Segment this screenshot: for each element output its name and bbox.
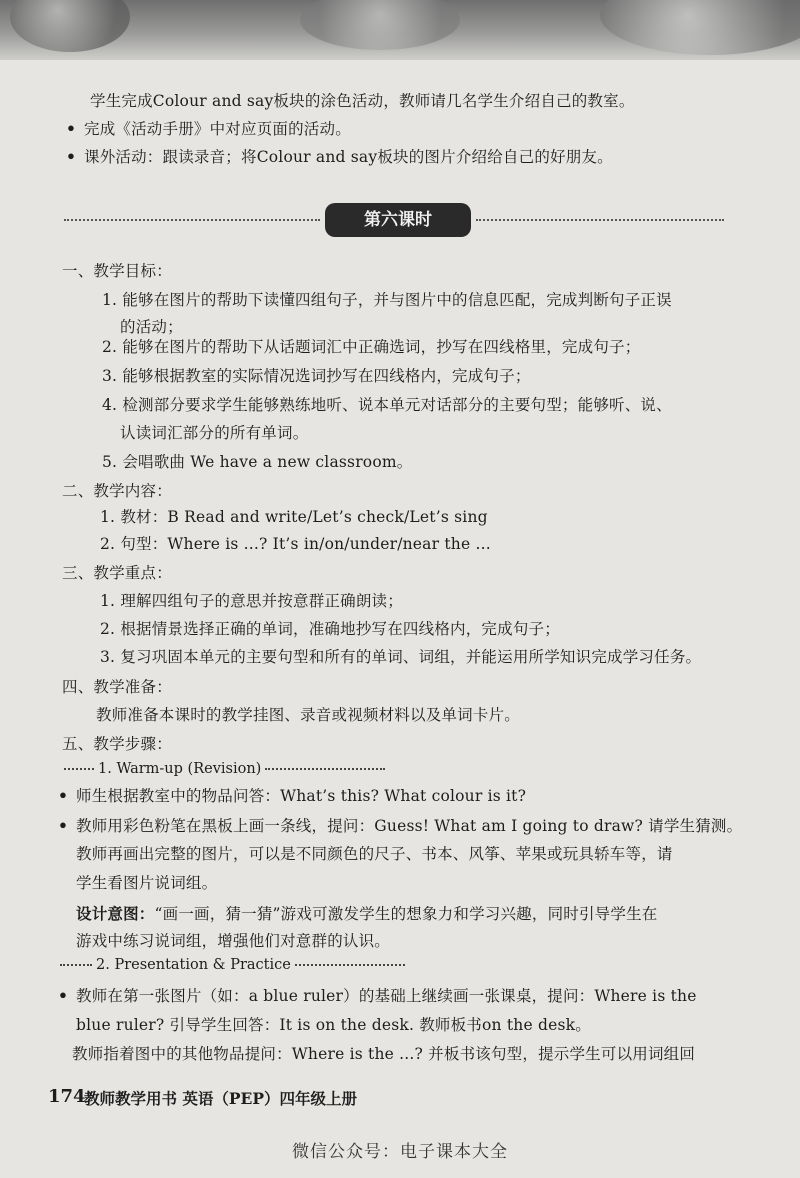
step-text: 学生看图片说词组。: [76, 874, 218, 892]
intro-bullet: • 完成《活动手册》中对应页面的活动。: [84, 118, 351, 140]
lesson-title-badge: 第六课时: [325, 203, 471, 237]
goal-item: 4. 检测部分要求学生能够熟练地听、说本单元对话部分的主要句型；能够听、说、: [102, 396, 672, 414]
content-item: 1. 教材：B Read and write/Let’s check/Let’s sing: [100, 508, 488, 526]
step-dots: [265, 768, 385, 770]
goal-item: 1. 能够在图片的帮助下读懂四组句子，并与图片中的信息匹配，完成判断句子正误: [102, 291, 672, 309]
step-dots: [60, 964, 92, 966]
intro-bullet: • 课外活动：跟读录音；将Colour and say板块的图片介绍给自己的好朋友。: [84, 146, 613, 168]
focus-item: 3. 复习巩固本单元的主要句型和所有的单词、词组，并能运用所学知识完成学习任务。: [100, 648, 702, 666]
step-heading-warmup: [60, 759, 389, 779]
section-heading: 五、教学步骤：: [62, 735, 172, 753]
prep-text: 教师准备本课时的教学挂图、录音或视频材料以及单词卡片。: [96, 706, 520, 724]
step-text: 教师指着图中的其他物品提问：Where is the ...? 并板书该句型，提示学生可以用词组回: [72, 1045, 696, 1063]
watermark-text: 微信公众号：电子课本大全: [292, 1142, 508, 1162]
design-label: 设计意图：: [76, 904, 155, 923]
goal-item: 的活动；: [120, 318, 183, 336]
section-heading: 四、教学准备：: [62, 678, 172, 696]
step-dots: [295, 964, 405, 966]
goal-item: 2. 能够在图片的帮助下从话题词汇中正确选词，抄写在四线格里，完成句子；: [102, 338, 641, 356]
step-bullet: • 师生根据教室中的物品问答：What’s this? What colour is it?: [76, 785, 526, 807]
book-title: 教师教学用书 英语（PEP）四年级上册: [84, 1089, 358, 1108]
step-heading-presentation: [56, 955, 409, 975]
divider-left: [64, 219, 320, 221]
goal-item: 5. 会唱歌曲 We have a new classroom。: [102, 453, 413, 471]
flower-decoration: [600, 0, 800, 55]
step-title: 2. Presentation & Practice: [96, 957, 291, 973]
focus-item: 2. 根据情景选择正确的单词，准确地抄写在四线格内，完成句子；: [100, 620, 560, 638]
flower-decoration: [10, 0, 130, 52]
decorative-header-banner: [0, 0, 800, 60]
step-dots: [64, 768, 94, 770]
step-bullet: • 教师用彩色粉笔在黑板上画一条线，提问：Guess! What am I going to draw? 请学生猜测。: [76, 815, 742, 837]
step-bullet: • 教师在第一张图片（如：a blue ruler）的基础上继续画一张课桌，提问：Where is the: [76, 985, 697, 1007]
goal-item: 3. 能够根据教室的实际情况选词抄写在四线格内，完成句子；: [102, 367, 531, 385]
flower-decoration: [300, 0, 460, 50]
divider-right: [476, 219, 724, 221]
design-text: “画一画，猜一猜”游戏可激发学生的想象力和学习兴趣，同时引导学生在: [154, 905, 658, 923]
focus-item: 1. 理解四组句子的意思并按意群正确朗读；: [100, 592, 403, 610]
section-heading: 一、教学目标：: [62, 262, 172, 280]
design-intent: [76, 903, 657, 925]
step-text: blue ruler? 引导学生回答：It is on the desk. 教师板书on the desk。: [76, 1016, 591, 1034]
section-heading: 三、教学重点：: [62, 564, 172, 582]
content-item: 2. 句型：Where is ...? It’s in/on/under/near the ...: [100, 535, 491, 553]
step-title: 1. Warm-up (Revision): [98, 761, 262, 777]
goal-item: 认读词汇部分的所有单词。: [120, 424, 309, 442]
step-text: 教师再画出完整的图片，可以是不同颜色的尺子、书本、风筝、苹果或玩具轿车等，请: [76, 845, 673, 863]
section-heading: 二、教学内容：: [62, 482, 172, 500]
intro-line: 学生完成Colour and say板块的涂色活动，教师请几名学生介绍自己的教室。: [90, 92, 635, 110]
design-text: 游戏中练习说词组，增强他们对意群的认识。: [76, 932, 391, 950]
page-number: 174: [48, 1086, 86, 1107]
